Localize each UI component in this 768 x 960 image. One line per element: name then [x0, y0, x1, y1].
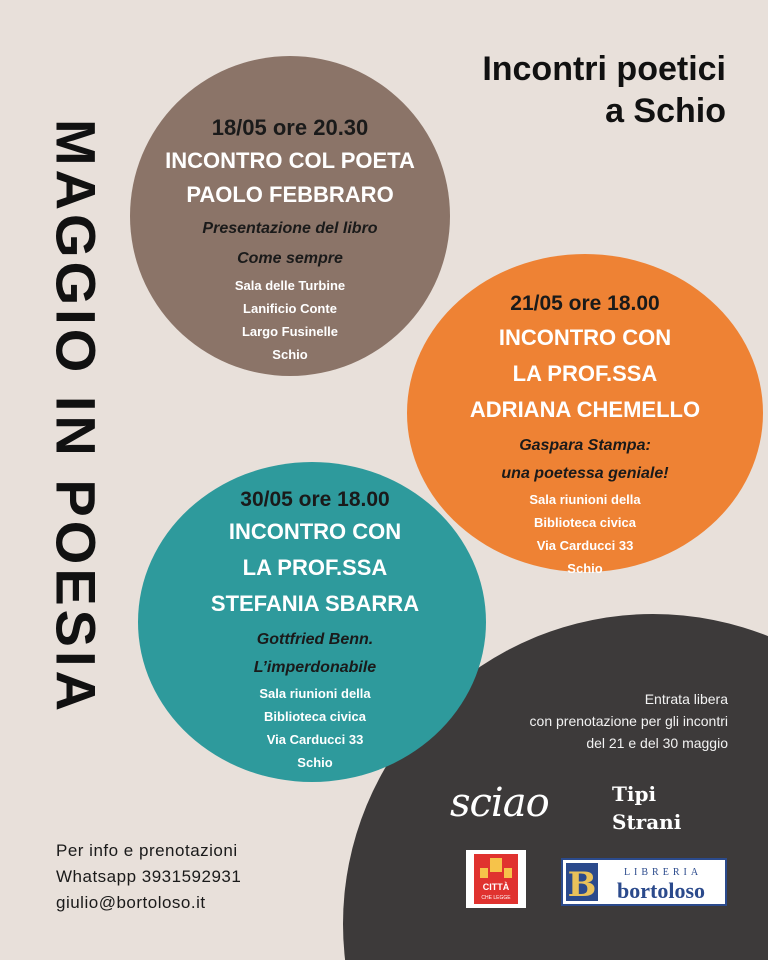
event3-date: 30/05 ore 18.00 — [240, 488, 390, 511]
event2-venue-2: Biblioteca civica — [534, 515, 636, 530]
event1-date: 18/05 ore 20.30 — [211, 115, 369, 140]
event3-block — [160, 486, 470, 774]
event1-venue-1: Sala delle Turbine — [234, 278, 346, 293]
event2-title1: INCONTRO CON — [498, 325, 672, 350]
headline-line2: a Schio — [605, 92, 726, 130]
event1-title1: INCONTRO COL POETA — [165, 148, 415, 173]
contact-email[interactable]: giulio@bortoloso.it — [56, 893, 206, 912]
contact-whatsapp[interactable]: Whatsapp 3931592931 — [56, 867, 242, 886]
vertical-title-text: MAGGIO IN POESIA — [44, 118, 108, 716]
event3-title2: LA PROF.SSA — [242, 555, 388, 580]
citta-che-legge-icon — [466, 850, 526, 908]
libreria-name: bortoloso — [617, 878, 705, 903]
event3-venue-4: Schio — [297, 755, 333, 770]
citta-line2: CHE LEGGE — [481, 895, 511, 901]
citta-line1: CITTÀ — [482, 882, 510, 892]
svg-text:B: B — [567, 865, 597, 904]
event3-venue-1: Sala riunioni della — [259, 686, 371, 701]
event3-title1: INCONTRO CON — [228, 519, 402, 544]
event2-subtitle2: una poetessa geniale! — [501, 465, 669, 482]
libreria-bortoloso-icon — [563, 860, 725, 904]
citta-che-legge-logo — [466, 850, 526, 908]
event2-subtitle1: Gaspara Stampa: — [519, 437, 651, 454]
entry-line1: Entrata libera — [644, 691, 728, 707]
event3-subtitle2: L’imperdonabile — [253, 659, 377, 676]
entry-line2: con prenotazione per gli incontri — [529, 713, 728, 729]
event1-subtitle2: Come sempre — [237, 250, 343, 267]
event2-date: 21/05 ore 18.00 — [510, 292, 660, 315]
contact-label: Per info e prenotazioni — [56, 841, 238, 860]
libreria-bortoloso-logo — [561, 858, 727, 906]
event1-block — [150, 112, 430, 366]
event2-venue-1: Sala riunioni della — [529, 492, 641, 507]
event1-venue-3: Largo Fusinelle — [241, 324, 339, 339]
event2-block — [430, 288, 740, 580]
tipi-strani-logo — [612, 780, 681, 836]
event2-venue-3: Via Carducci 33 — [536, 538, 634, 553]
event1-venue-2: Lanificio Conte — [243, 301, 337, 316]
event2-title3: ADRIANA CHEMELLO — [469, 397, 701, 422]
event1-venue-4: Schio — [272, 347, 308, 362]
event3-subtitle1: Gottfried Benn. — [256, 631, 374, 648]
event2-title2: LA PROF.SSA — [512, 361, 658, 386]
entry-line3: del 21 e del 30 maggio — [586, 735, 728, 751]
event2-venue-4: Schio — [567, 561, 603, 576]
event3-venue-3: Via Carducci 33 — [266, 732, 364, 747]
vertical-title — [44, 52, 108, 782]
event3-venue-2: Biblioteca civica — [264, 709, 366, 724]
tipi-strani-line1: Tipi — [612, 782, 657, 806]
headline — [482, 48, 726, 132]
entry-info — [530, 688, 728, 754]
tipi-strani-line2: Strani — [612, 810, 682, 834]
event3-title3: STEFANIA SBARRA — [210, 591, 420, 616]
event1-title2: PAOLO FEBBRARO — [186, 182, 394, 207]
libreria-top: LIBRERIA — [623, 867, 703, 878]
headline-line1: Incontri poetici — [482, 50, 726, 88]
contact-info — [56, 838, 241, 916]
event1-subtitle1: Presentazione del libro — [202, 220, 378, 237]
sciao-logo: sciao — [450, 780, 549, 826]
